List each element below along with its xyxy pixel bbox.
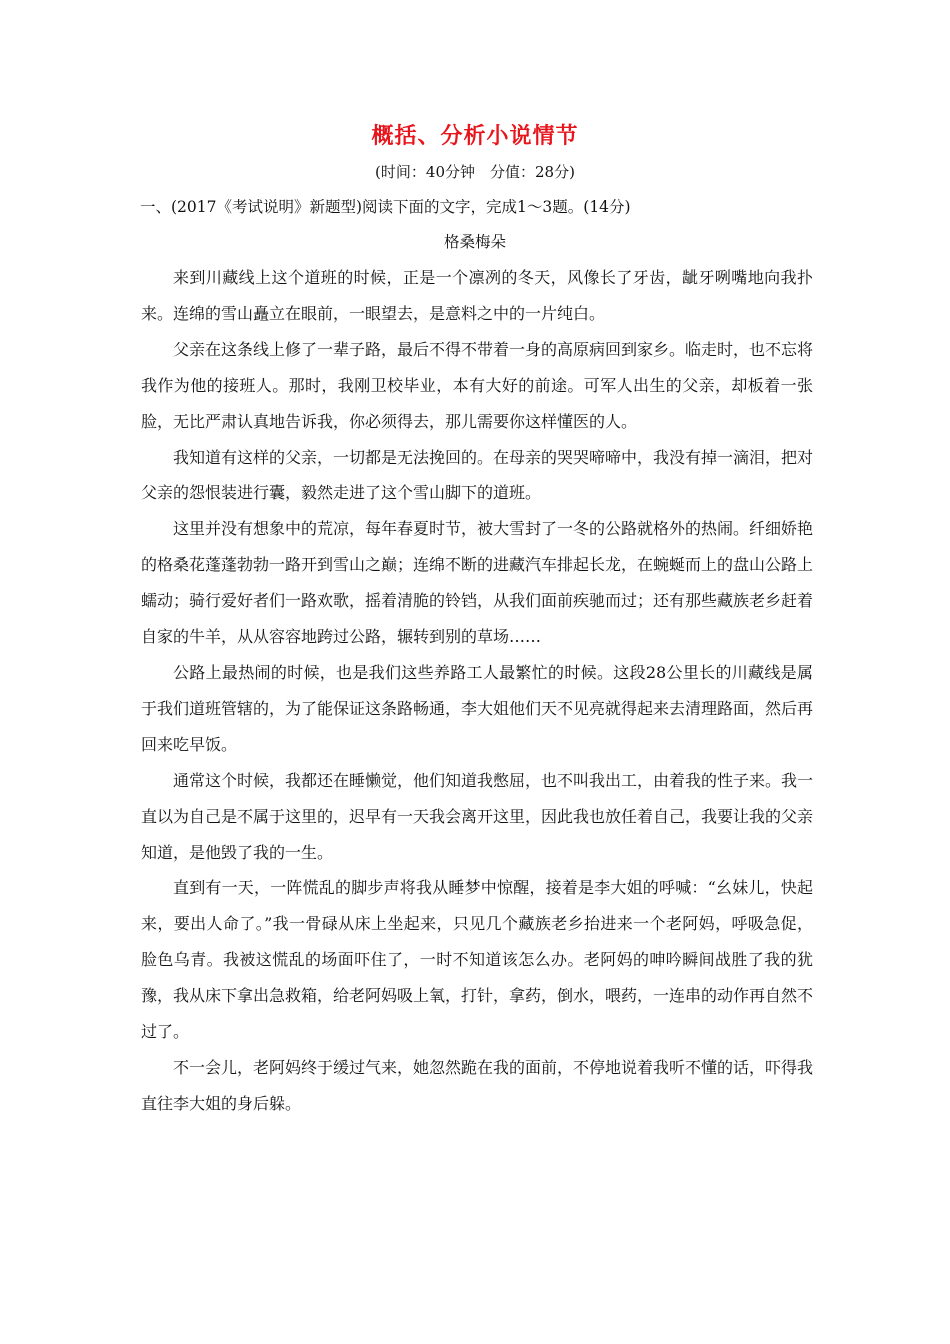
- paragraph: 我知道有这样的父亲，一切都是无法挽回的。在母亲的哭哭啼啼中，我没有掉一滴泪，把对父亲的怨恨装进行囊，毅然走进了这个雪山脚下的道班。: [141, 447, 814, 503]
- page-title: 概括、分析小说情节: [371, 124, 579, 149]
- story-title: 格桑梅朵: [443, 233, 506, 251]
- paragraph: 公路上最热闹的时候，也是我们这些养路工人最繁忙的时候。这段28公里长的川藏线是属于我们道班管辖的，为了能保证这条路畅通，李大姐他们天不见亮就得起来去清理路面，然后再回来吃早饭。: [141, 662, 814, 754]
- paragraph: 父亲在这条线上修了一辈子路，最后不得不带着一身的高原病回到家乡。临走时，也不忘将我作为他的接班人。那时，我刚卫校毕业，本有大好的前途。可军人出生的父亲，却板着一张脸，无比严肃认真地告诉我，你必须得去，那儿需要你这样懂医的人。: [141, 339, 814, 431]
- question-prompt: 一、(2017《考试说明》新题型)阅读下面的文字，完成1～3题。(14分): [140, 198, 631, 216]
- paragraph: 来到川藏线上这个道班的时候，正是一个凛冽的冬天，风像长了牙齿，龇牙咧嘴地向我扑来。连绵的雪山矗立在眼前，一眼望去，是意料之中的一片纯白。: [141, 268, 813, 323]
- paragraph: 直到有一天，一阵慌乱的脚步声将我从睡梦中惊醒，接着是李大姐的呼喊：“幺妹儿，快起来，要出人命了。”我一骨碌从床上坐起来，只见几个藏族老乡抬进来一个老阿妈，呼吸急促，脸色乌青。我被这慌乱的场面吓住了，一时不知道该怎么办。老阿妈的呻吟瞬间战胜了我的犹豫，我从床下拿出急救箱，给老阿妈吸上氧，打针，拿药，倒水，喂药，一连串的动作再自然不过了。: [141, 878, 814, 1042]
- story-body: [141, 260, 813, 1122]
- exam-meta: (时间：40分钟 分值：28分): [375, 163, 575, 181]
- paragraph: 不一会儿，老阿妈终于缓过气来，她忽然跪在我的面前，不停地说着我听不懂的话，吓得我直往李大姐的身后躲。: [141, 1057, 814, 1113]
- paragraph: 这里并没有想象中的荒凉，每年春夏时节，被大雪封了一冬的公路就格外的热闹。纤细娇艳的格桑花蓬蓬勃勃一路开到雪山之巅；连绵不断的进藏汽车排起长龙，在蜿蜒而上的盘山公路上蠕动；骑行爱好者们一路欢歌，摇着清脆的铃铛，从我们面前疾驰而过；还有那些藏族老乡赶着自家的牛羊，从从容容地跨过公路，辗转到别的草场……: [141, 519, 814, 647]
- paragraph: 通常这个时候，我都还在睡懒觉，他们知道我憋屈，也不叫我出工，由着我的性子来。我一直以为自己是不属于这里的，迟早有一天我会离开这里，因此我也放任着自己，我要让我的父亲知道，是他毁了我的一生。: [141, 770, 814, 862]
